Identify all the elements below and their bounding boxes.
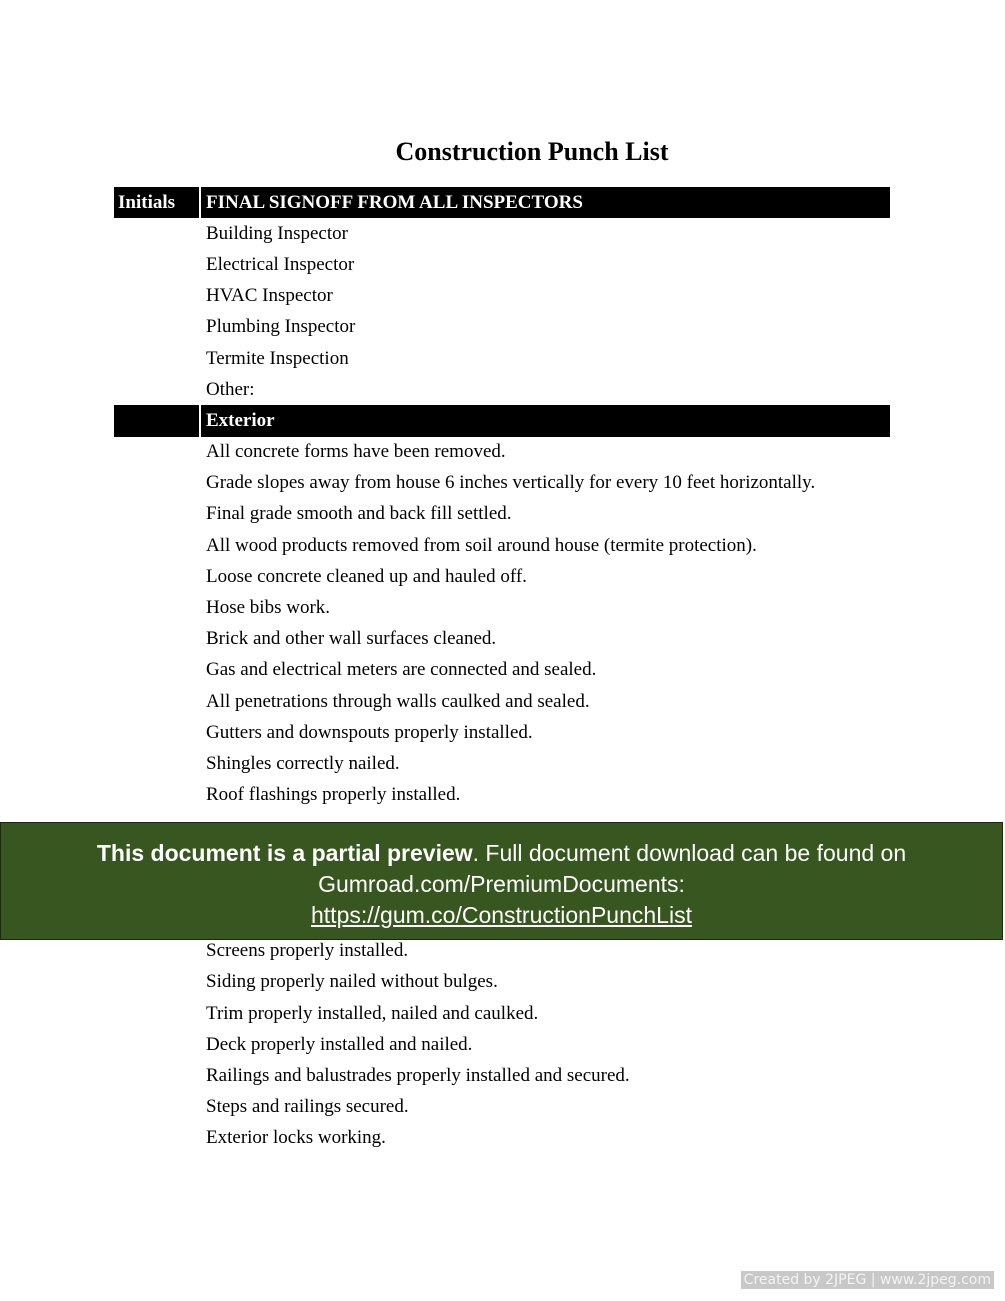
list-item bbox=[114, 717, 890, 748]
list-item bbox=[114, 748, 890, 779]
list-item bbox=[114, 1060, 890, 1091]
item-text: Deck properly installed and nailed. bbox=[206, 1033, 473, 1055]
item-text: Roof flashings properly installed. bbox=[206, 784, 461, 806]
list-item bbox=[114, 1123, 890, 1154]
item-text: Steps and railings secured. bbox=[206, 1096, 409, 1118]
initials-cell: Initials bbox=[114, 187, 201, 218]
preview-banner bbox=[0, 822, 1003, 940]
banner-line2: Gumroad.com/PremiumDocuments: bbox=[318, 871, 685, 897]
item-text: Siding properly nailed without bulges. bbox=[206, 971, 498, 993]
item-text: Termite Inspection bbox=[206, 347, 349, 369]
list-item bbox=[114, 218, 890, 249]
item-text: Trim properly installed, nailed and caulked. bbox=[206, 1002, 539, 1024]
download-link[interactable]: https://gum.co/ConstructionPunchList bbox=[311, 902, 692, 928]
item-text: Hose bibs work. bbox=[206, 597, 331, 619]
section-header-row bbox=[114, 405, 890, 436]
item-text: Gas and electrical meters are connected and sealed. bbox=[206, 659, 597, 681]
item-text: Grade slopes away from house 6 inches vertically for every 10 feet horizontally. bbox=[206, 472, 816, 494]
list-item bbox=[114, 374, 890, 405]
item-text: Building Inspector bbox=[206, 222, 348, 244]
list-item bbox=[114, 592, 890, 623]
section-heading: Exterior bbox=[206, 409, 275, 431]
item-text: All penetrations through walls caulked and sealed. bbox=[206, 690, 590, 712]
item-text: Brick and other wall surfaces cleaned. bbox=[206, 628, 497, 650]
punch-list bbox=[114, 187, 890, 1154]
page-title: Construction Punch List bbox=[395, 137, 669, 166]
section-heading: FINAL SIGNOFF FROM ALL INSPECTORS bbox=[206, 191, 583, 213]
list-item bbox=[114, 437, 890, 468]
list-item bbox=[114, 936, 890, 967]
item-text: Other: bbox=[206, 378, 255, 400]
list-item bbox=[114, 998, 890, 1029]
item-text: All wood products removed from soil around house (termite protection). bbox=[206, 534, 757, 556]
item-text: Plumbing Inspector bbox=[206, 316, 356, 338]
list-item bbox=[114, 1029, 890, 1060]
list-item bbox=[114, 281, 890, 312]
banner-bold-text: This document is a partial preview bbox=[96, 840, 473, 866]
item-text: Final grade smooth and back fill settled. bbox=[206, 503, 512, 525]
item-text: Gutters and downspouts properly installed. bbox=[206, 721, 533, 743]
item-text: HVAC Inspector bbox=[206, 285, 333, 307]
list-item bbox=[114, 686, 890, 717]
list-item bbox=[114, 561, 890, 592]
item-text: Railings and balustrades properly installed and secured. bbox=[206, 1064, 630, 1086]
section-header-row bbox=[114, 187, 890, 218]
item-text: Screens properly installed. bbox=[206, 940, 409, 962]
list-item bbox=[114, 1091, 890, 1122]
item-text: Exterior locks working. bbox=[206, 1127, 386, 1149]
list-item bbox=[114, 967, 890, 998]
list-item bbox=[114, 312, 890, 343]
list-item bbox=[114, 624, 890, 655]
list-item bbox=[114, 468, 890, 499]
item-text: All concrete forms have been removed. bbox=[206, 441, 506, 463]
list-item bbox=[114, 499, 890, 530]
initials-cell bbox=[114, 405, 201, 436]
item-text: Electrical Inspector bbox=[206, 253, 355, 275]
banner-text: . Full document download can be found on bbox=[472, 840, 907, 866]
list-item bbox=[114, 343, 890, 374]
list-item bbox=[114, 780, 890, 811]
list-item bbox=[114, 655, 890, 686]
list-item bbox=[114, 530, 890, 561]
list-item bbox=[114, 249, 890, 280]
item-text: Shingles correctly nailed. bbox=[206, 752, 400, 774]
item-text: Loose concrete cleaned up and hauled off. bbox=[206, 565, 527, 587]
watermark: Created by 2JPEG | www.2jpeg.com bbox=[741, 1271, 994, 1289]
